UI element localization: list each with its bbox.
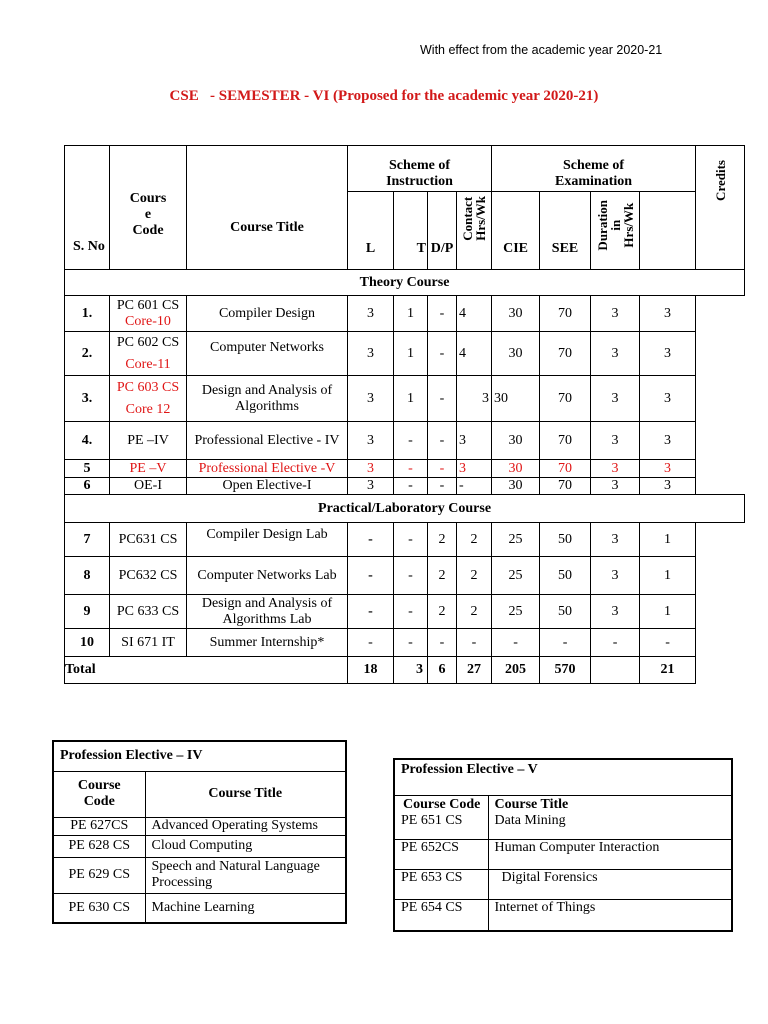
- hrs-cell: -: [457, 478, 492, 495]
- hrs-cell: 4: [457, 296, 492, 332]
- credits-cell: 1: [640, 595, 696, 629]
- sno-cell: 4.: [65, 422, 110, 460]
- course-code: PE 651 CS: [394, 813, 488, 839]
- duration-cell: 3: [591, 557, 640, 595]
- t-cell: -: [394, 478, 428, 495]
- code-cell: [110, 332, 187, 376]
- semester-scheme-table: [64, 145, 745, 684]
- hrs-cell: 4: [457, 332, 492, 376]
- code-cell: OE-I: [110, 478, 187, 495]
- see-cell: 50: [540, 523, 591, 557]
- code-cell: [110, 296, 187, 332]
- table-row: [65, 296, 745, 332]
- credits-cell: 3: [640, 478, 696, 495]
- cie-cell: 30: [492, 460, 540, 478]
- total-credits: 21: [640, 657, 696, 684]
- dp-cell: 2: [428, 523, 457, 557]
- total-hrs: 27: [457, 657, 492, 684]
- course-title: Human Computer Interaction: [488, 839, 732, 869]
- total-dp: 6: [428, 657, 457, 684]
- theory-section-label: Theory Course: [65, 270, 745, 296]
- table-row: [394, 869, 732, 899]
- duration-cell: 3: [591, 460, 640, 478]
- see-cell: 70: [540, 478, 591, 495]
- t-cell: 1: [394, 332, 428, 376]
- table-row: [65, 523, 745, 557]
- practical-section-label: Practical/Laboratory Course: [65, 495, 745, 523]
- title-cell: Professional Elective -V: [187, 460, 348, 478]
- hrs-cell: -: [457, 629, 492, 657]
- header-code: Cours e Code: [110, 146, 187, 270]
- cie-cell: -: [492, 629, 540, 657]
- core-label: Core 12: [125, 401, 171, 417]
- course-code: PC 602 CS: [116, 334, 180, 350]
- see-cell: -: [540, 629, 591, 657]
- course-title: Machine Learning: [145, 893, 346, 923]
- duration-cell: 3: [591, 523, 640, 557]
- sno-cell: 2.: [65, 332, 110, 376]
- table-row: [53, 893, 346, 923]
- elective-v-code-header: Course Code: [394, 795, 488, 813]
- l-cell: -: [348, 557, 394, 595]
- hrs-cell: 2: [457, 557, 492, 595]
- course-code: PE 630 CS: [53, 893, 145, 923]
- course-title: Cloud Computing: [145, 835, 346, 857]
- elective-iv-code-header: Course Code: [53, 771, 145, 817]
- l-cell: 3: [348, 478, 394, 495]
- elective-iv-table: [52, 740, 347, 924]
- total-cie: 205: [492, 657, 540, 684]
- cie-cell: 25: [492, 595, 540, 629]
- header-l: L: [348, 192, 394, 270]
- l-cell: 3: [348, 460, 394, 478]
- dp-cell: -: [428, 376, 457, 422]
- t-cell: -: [394, 557, 428, 595]
- code-cell: SI 671 IT: [110, 629, 187, 657]
- table-row: [53, 857, 346, 893]
- header-duration-cell: [591, 192, 640, 270]
- header-hrs-cell: [457, 192, 492, 270]
- course-code: PE 628 CS: [53, 835, 145, 857]
- table-row: [53, 817, 346, 835]
- duration-cell: 3: [591, 595, 640, 629]
- course-title: Advanced Operating Systems: [145, 817, 346, 835]
- sno-cell: 6: [65, 478, 110, 495]
- total-l: 18: [348, 657, 394, 684]
- l-cell: -: [348, 523, 394, 557]
- cie-cell: 25: [492, 557, 540, 595]
- duration-cell: 3: [591, 478, 640, 495]
- l-cell: 3: [348, 296, 394, 332]
- header-scheme-instruction: Scheme of Instruction: [348, 146, 492, 192]
- hrs-cell: 3: [457, 422, 492, 460]
- title-cell: Professional Elective - IV: [187, 422, 348, 460]
- course-code: PE 654 CS: [394, 899, 488, 931]
- duration-cell: 3: [591, 422, 640, 460]
- credits-cell: 3: [640, 376, 696, 422]
- sno-cell: 8: [65, 557, 110, 595]
- dp-cell: -: [428, 422, 457, 460]
- table-row: [65, 595, 745, 629]
- duration-cell: 3: [591, 296, 640, 332]
- dp-cell: 2: [428, 557, 457, 595]
- code-cell: PE –V: [110, 460, 187, 478]
- t-cell: -: [394, 523, 428, 557]
- total-row: [65, 657, 745, 684]
- course-title: Data Mining: [488, 813, 732, 839]
- code-cell: [110, 376, 187, 422]
- header-dp: D/P: [428, 192, 457, 270]
- core-label: Core-10: [125, 313, 171, 329]
- header-credits-cell: [696, 146, 745, 270]
- effect-note: With effect from the academic year 2020-21: [420, 43, 663, 57]
- sno-cell: 5: [65, 460, 110, 478]
- header-sno: S. No: [65, 146, 110, 270]
- see-cell: 70: [540, 422, 591, 460]
- elective-v-title-header: Course Title: [488, 795, 732, 813]
- course-title: Internet of Things: [488, 899, 732, 931]
- see-cell: 50: [540, 595, 591, 629]
- course-code: PC 601 CS: [116, 297, 180, 313]
- credits-cell: 1: [640, 523, 696, 557]
- table-row: [53, 835, 346, 857]
- l-cell: -: [348, 595, 394, 629]
- table-row: [65, 422, 745, 460]
- sno-cell: 3.: [65, 376, 110, 422]
- credits-cell: 3: [640, 460, 696, 478]
- cie-cell: 30: [492, 422, 540, 460]
- title-cell: Compiler Design: [187, 296, 348, 332]
- hrs-cell: 3: [457, 460, 492, 478]
- sno-cell: 7: [65, 523, 110, 557]
- t-cell: 1: [394, 296, 428, 332]
- dp-cell: -: [428, 296, 457, 332]
- dp-cell: -: [428, 478, 457, 495]
- header-scheme-examination: Scheme of Examination: [492, 146, 696, 192]
- table-row: [65, 629, 745, 657]
- cie-cell: 30: [492, 478, 540, 495]
- table-row: [394, 899, 732, 931]
- t-cell: 1: [394, 376, 428, 422]
- cie-cell: 30: [492, 376, 540, 422]
- title-cell: Open Elective-I: [187, 478, 348, 495]
- duration-cell: 3: [591, 376, 640, 422]
- course-title: Digital Forensics: [488, 869, 732, 899]
- course-title: Speech and Natural Language Processing: [145, 857, 346, 893]
- table-row: [65, 460, 745, 478]
- t-cell: -: [394, 422, 428, 460]
- course-code: PC 603 CS: [116, 379, 180, 395]
- total-duration: [591, 657, 640, 684]
- header-credits: Credits: [712, 160, 728, 201]
- code-cell: PC632 CS: [110, 557, 187, 595]
- elective-v-title: Profession Elective – V: [394, 759, 732, 795]
- course-code: PE 652CS: [394, 839, 488, 869]
- page-title: CSE - SEMESTER - VI (Proposed for the academic year 2020-21): [169, 88, 599, 104]
- header-t: T: [394, 192, 428, 270]
- l-cell: 3: [348, 332, 394, 376]
- course-code: PE 627CS: [53, 817, 145, 835]
- t-cell: -: [394, 629, 428, 657]
- table-row: [394, 813, 732, 839]
- table-row: [394, 839, 732, 869]
- credits-cell: 3: [640, 296, 696, 332]
- sno-cell: 10: [65, 629, 110, 657]
- credits-cell: 1: [640, 557, 696, 595]
- sno-cell: 9: [65, 595, 110, 629]
- course-code: PE 653 CS: [394, 869, 488, 899]
- code-cell: PC631 CS: [110, 523, 187, 557]
- header-hrs: Contact Hrs/Wk: [460, 196, 489, 241]
- dp-cell: -: [428, 332, 457, 376]
- see-cell: 50: [540, 557, 591, 595]
- code-cell: PC 633 CS: [110, 595, 187, 629]
- table-row: [65, 478, 745, 495]
- t-cell: -: [394, 595, 428, 629]
- title-cell: Computer Networks Lab: [187, 557, 348, 595]
- total-t: 3: [394, 657, 428, 684]
- code-cell: PE –IV: [110, 422, 187, 460]
- credits-cell: 3: [640, 332, 696, 376]
- header-title: Course Title: [187, 146, 348, 270]
- l-cell: -: [348, 629, 394, 657]
- table-row: [65, 376, 745, 422]
- cie-cell: 25: [492, 523, 540, 557]
- dp-cell: -: [428, 629, 457, 657]
- see-cell: 70: [540, 376, 591, 422]
- table-row: [65, 332, 745, 376]
- sno-cell: 1.: [65, 296, 110, 332]
- header-cie: CIE: [492, 192, 540, 270]
- duration-cell: -: [591, 629, 640, 657]
- credits-cell: 3: [640, 422, 696, 460]
- table-row: [65, 557, 745, 595]
- total-label: Total: [65, 657, 348, 684]
- hrs-cell: 2: [457, 523, 492, 557]
- credits-cell: -: [640, 629, 696, 657]
- course-code: PE 629 CS: [53, 857, 145, 893]
- hrs-cell: 3: [457, 376, 492, 422]
- title-cell: Summer Internship*: [187, 629, 348, 657]
- elective-iv-title: Profession Elective – IV: [53, 741, 346, 771]
- hrs-cell: 2: [457, 595, 492, 629]
- title-cell: Compiler Design Lab: [187, 523, 348, 557]
- dp-cell: 2: [428, 595, 457, 629]
- see-cell: 70: [540, 296, 591, 332]
- dp-cell: -: [428, 460, 457, 478]
- l-cell: 3: [348, 422, 394, 460]
- cie-cell: 30: [492, 332, 540, 376]
- total-see: 570: [540, 657, 591, 684]
- title-cell: Computer Networks: [187, 332, 348, 376]
- elective-v-table: [393, 758, 733, 932]
- see-cell: 70: [540, 332, 591, 376]
- header-see: SEE: [540, 192, 591, 270]
- duration-cell: 3: [591, 332, 640, 376]
- title-cell: Design and Analysis of Algorithms Lab: [187, 595, 348, 629]
- elective-iv-title-header: Course Title: [145, 771, 346, 817]
- t-cell: -: [394, 460, 428, 478]
- core-label: Core-11: [125, 356, 171, 372]
- cie-cell: 30: [492, 296, 540, 332]
- see-cell: 70: [540, 460, 591, 478]
- header-duration: Duration in Hrs/Wk: [594, 200, 636, 251]
- title-cell: Design and Analysis of Algorithms: [187, 376, 348, 422]
- l-cell: 3: [348, 376, 394, 422]
